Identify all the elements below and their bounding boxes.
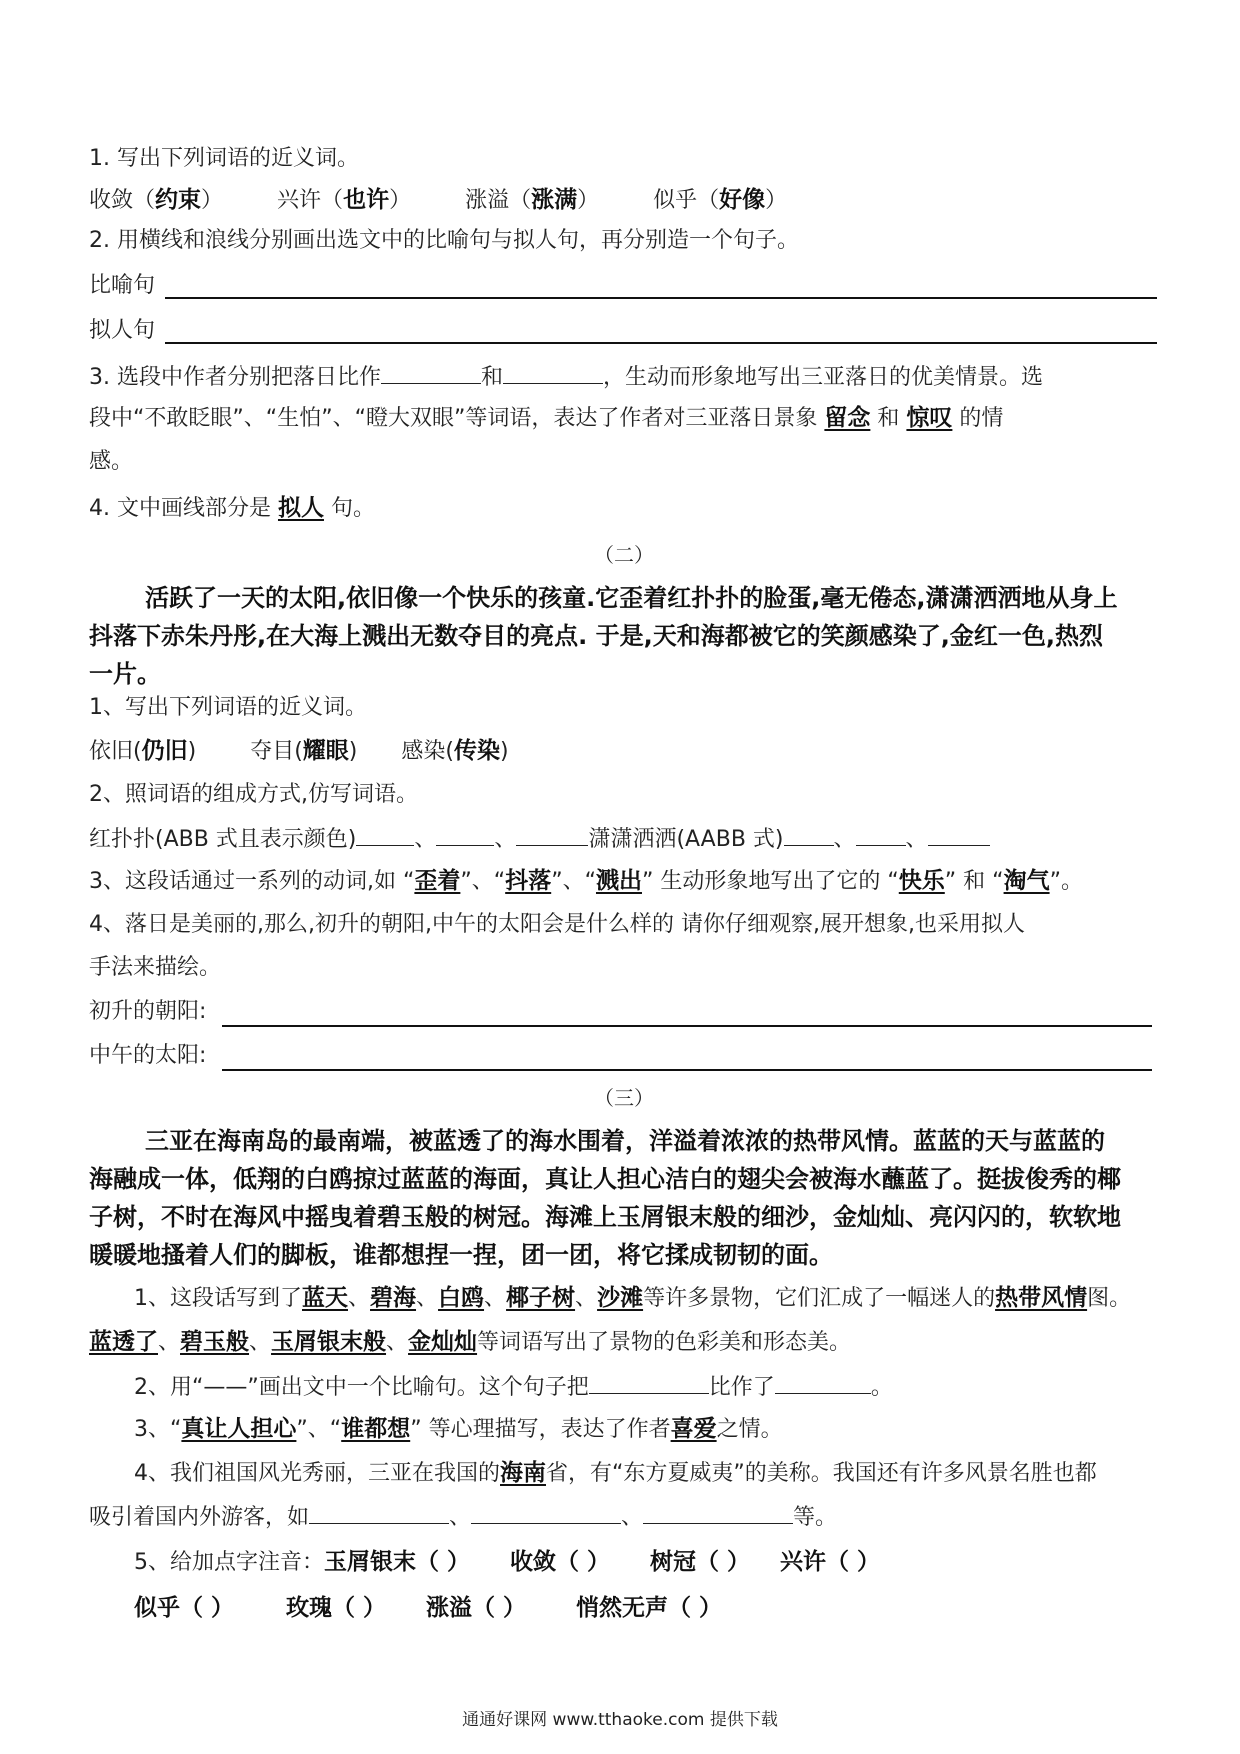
blank[interactable] bbox=[436, 823, 494, 846]
text: 。 bbox=[870, 1375, 893, 1400]
answer: 也许 bbox=[343, 187, 390, 213]
s3-q4-line2: 吸引着国内外游客，如 、 、 等。 bbox=[89, 1501, 1159, 1533]
s1-q4 bbox=[89, 493, 1159, 524]
pinyin-item: 涨溢（ ） bbox=[426, 1595, 527, 1621]
s2-q4-line1: 4、落日是美丽的,那么,初升的朝阳,中午的太阳会是什么样的 请你仔细观察,展开想象,也采用拟人 bbox=[89, 912, 1025, 937]
answer: 海南 bbox=[500, 1460, 546, 1486]
answer: 谁都想 bbox=[341, 1416, 411, 1442]
word: 夺目 bbox=[250, 739, 295, 764]
passage-line: 三亚在海南岛的最南端，被蓝透了的海水围着，洋溢着浓浓的热带风情。蓝蓝的天与蓝蓝的 bbox=[145, 1127, 1105, 1155]
blank[interactable] bbox=[856, 823, 906, 846]
text: ” 等心理描写，表达了作者 bbox=[410, 1417, 671, 1442]
word: 依旧 bbox=[89, 739, 134, 764]
s3-q1-line2: 蓝透了、碧玉般、玉屑银末般、金灿灿等词语写出了景物的色彩美和形态美。 bbox=[89, 1329, 852, 1355]
s1-q1: 1. 写出下列词语的近义词。 bbox=[89, 146, 359, 171]
answer: 白鸥 bbox=[438, 1285, 485, 1311]
answer-line[interactable] bbox=[222, 1069, 1152, 1071]
passage-line: 子树，不时在海风中摇曳着碧玉般的树冠。海滩上玉屑银末般的细沙，金灿灿、亮闪闪的，软软地 bbox=[89, 1203, 1121, 1231]
text: ”。 bbox=[1049, 869, 1083, 894]
text: 段中“不敢眨眼”、“生怕”、“瞪大双眼”等词语，表达了作者对三亚落日景象 bbox=[89, 406, 818, 431]
page-footer: 通通好课网 www.tthaoke.com 提供下载 bbox=[462, 1710, 778, 1730]
answer: 热带风情 bbox=[995, 1285, 1088, 1311]
text: 4. 文中画线部分是 bbox=[89, 496, 271, 521]
blank[interactable] bbox=[784, 823, 834, 846]
text: 红扑扑(ABB 式且表示颜色) bbox=[89, 827, 357, 852]
s2-passage bbox=[89, 579, 1159, 693]
answer: 惊叹 bbox=[906, 405, 953, 431]
blank[interactable] bbox=[643, 1501, 793, 1524]
s1-q2: 2. 用横线和浪线分别画出选文中的比喻句与拟人句，再分别造一个句子。 bbox=[89, 228, 799, 253]
answer-line[interactable] bbox=[222, 1025, 1152, 1027]
passage-line: 暖暖地搔着人们的脚板，谁都想捏一捏，团一团，将它揉成韧韧的面。 bbox=[89, 1241, 833, 1269]
text: 等。 bbox=[793, 1505, 838, 1530]
text: ”、“ bbox=[551, 869, 596, 894]
pinyin-item: 玫瑰（ ） bbox=[286, 1595, 387, 1621]
text: 、 bbox=[494, 827, 517, 852]
answer: 金灿灿 bbox=[408, 1329, 478, 1355]
text: ”、“ bbox=[460, 869, 506, 894]
s1-q1-items: 收敛（约束） 兴许（也许） 涨溢（涨满） 似乎（好像） bbox=[89, 187, 788, 213]
answer: 沙滩 bbox=[597, 1285, 644, 1311]
pinyin-item: 悄然无声（ ） bbox=[576, 1595, 723, 1621]
section-3-heading: （三） bbox=[594, 1086, 654, 1110]
answer: 抖落 bbox=[505, 868, 552, 894]
answer-line[interactable] bbox=[165, 342, 1157, 344]
blank[interactable] bbox=[381, 361, 481, 384]
blank[interactable] bbox=[775, 1371, 871, 1394]
s1-q2-metaphor-label: 比喻句 bbox=[89, 273, 156, 298]
s3-q5-row2 bbox=[134, 1593, 1134, 1624]
s3-q1-line1: 1、这段话写到了蓝天、碧海、白鸥、椰子树、沙滩等许多景物，它们汇成了一幅迷人的热带风情图。 bbox=[134, 1285, 1132, 1311]
answer: 歪着 bbox=[414, 868, 461, 894]
word: 似乎 bbox=[653, 188, 698, 213]
s1-q3-line2 bbox=[89, 403, 1159, 434]
s2-q2-blanks bbox=[89, 823, 1159, 855]
text: 潇潇洒洒(AABB 式) bbox=[588, 827, 784, 852]
answer: 喜爱 bbox=[670, 1416, 717, 1442]
text: ，生动而形象地写出三亚落日的优美情景。选 bbox=[603, 365, 1044, 390]
s2-q4-line2: 手法来描绘。 bbox=[89, 955, 222, 980]
text: 4、我们祖国风光秀丽，三亚在我国的 bbox=[134, 1461, 500, 1486]
blank[interactable] bbox=[471, 1501, 621, 1524]
s1-q2-personification-label: 拟人句 bbox=[89, 318, 156, 343]
answer: 碧海 bbox=[370, 1285, 417, 1311]
s3-q4-line1 bbox=[89, 1458, 1159, 1489]
s2-q4-morning-label: 初升的朝阳: bbox=[89, 999, 207, 1024]
s2-q3 bbox=[89, 866, 1159, 897]
answer: 溅出 bbox=[595, 868, 642, 894]
answer: 蓝天 bbox=[302, 1285, 348, 1311]
answer: 涨满 bbox=[531, 187, 578, 213]
text: ”、“ bbox=[296, 1417, 342, 1442]
word: 收敛 bbox=[89, 188, 134, 213]
text: 、 bbox=[833, 827, 856, 852]
s1-q3-line3: 感。 bbox=[89, 449, 134, 474]
blank[interactable] bbox=[503, 361, 603, 384]
answer: 快乐 bbox=[898, 868, 945, 894]
text: 等许多景物，它们汇成了一幅迷人的 bbox=[643, 1286, 996, 1311]
s2-q2: 2、照词语的组成方式,仿写词语。 bbox=[89, 782, 418, 807]
text: ” 和 “ bbox=[944, 869, 1004, 894]
text: 之情。 bbox=[716, 1417, 783, 1442]
answer: 好像 bbox=[719, 187, 766, 213]
answer: 拟人 bbox=[277, 495, 324, 521]
s2-q1: 1、写出下列词语的近义词。 bbox=[89, 695, 367, 720]
blank[interactable] bbox=[356, 823, 414, 846]
blank[interactable] bbox=[516, 823, 588, 846]
answer: 留念 bbox=[824, 405, 871, 431]
s2-q4-noon-label: 中午的太阳: bbox=[89, 1043, 207, 1068]
word: 涨溢 bbox=[465, 188, 510, 213]
text: 的情 bbox=[959, 406, 1004, 431]
s3-q2 bbox=[89, 1371, 1159, 1403]
answer: 蓝透了 bbox=[89, 1329, 158, 1355]
answer: 耀眼 bbox=[302, 738, 349, 764]
s3-q5-row1 bbox=[134, 1547, 1134, 1578]
text: 、 bbox=[905, 827, 928, 852]
s3-passage bbox=[89, 1122, 1159, 1274]
passage-line: 抖落下赤朱丹彤,在大海上溅出无数夺目的亮点. 于是,天和海都被它的笑颜感染了,金红一色,热烈 bbox=[89, 622, 1103, 650]
answer: 玉屑银末般 bbox=[271, 1329, 387, 1355]
blank[interactable] bbox=[589, 1371, 709, 1394]
answer: 碧玉般 bbox=[180, 1329, 250, 1355]
pinyin-item: 兴许（ ） bbox=[780, 1549, 881, 1575]
passage-line: 海融成一体，低翔的白鸥掠过蓝蓝的海面，真让人担心洁白的翅尖会被海水蘸蓝了。挺拔俊秀的椰 bbox=[89, 1165, 1121, 1193]
text: 1、这段话写到了 bbox=[134, 1286, 302, 1311]
answer: 椰子树 bbox=[506, 1285, 576, 1311]
text: 、 bbox=[414, 827, 437, 852]
text: 2、用“——”画出文中一个比喻句。这个句子把 bbox=[134, 1375, 589, 1400]
passage-line: 一片。 bbox=[89, 660, 161, 688]
s1-q3-line1 bbox=[89, 361, 1159, 393]
word: 感染 bbox=[401, 739, 446, 764]
pinyin-item: 玉屑银末（ ） bbox=[324, 1549, 471, 1575]
text: 3、“ bbox=[134, 1417, 182, 1442]
text: ” 生动形象地写出了它的 “ bbox=[641, 869, 899, 894]
text: 和 bbox=[480, 365, 503, 390]
pinyin-item: 似乎（ ） bbox=[134, 1595, 235, 1621]
pinyin-item: 树冠（ ） bbox=[650, 1549, 751, 1575]
blank[interactable] bbox=[309, 1501, 449, 1524]
s2-q1-items: 依旧(仍旧) 夺目(耀眼) 感染(传染) bbox=[89, 738, 509, 764]
text: 3. 选段中作者分别把落日比作 bbox=[89, 365, 381, 390]
answer: 约束 bbox=[155, 187, 202, 213]
s3-q3 bbox=[89, 1414, 1159, 1445]
answer: 传染 bbox=[453, 738, 500, 764]
answer: 仍旧 bbox=[141, 738, 188, 764]
text: 等词语写出了景物的色彩美和形态美。 bbox=[477, 1330, 852, 1355]
section-2-heading: （二） bbox=[594, 543, 654, 567]
text: 句。 bbox=[330, 496, 375, 521]
text: 3、这段话通过一系列的动词,如 “ bbox=[89, 869, 415, 894]
text: 图。 bbox=[1087, 1286, 1132, 1311]
text: 比作了 bbox=[708, 1375, 775, 1400]
text: 和 bbox=[877, 406, 900, 431]
passage-line: 活跃了一天的太阳,依旧像一个快乐的孩童.它歪着红扑扑的脸蛋,毫无倦态,潇潇洒洒地从身上 bbox=[145, 584, 1118, 612]
text: 5、给加点字注音： bbox=[134, 1550, 324, 1575]
answer: 真让人担心 bbox=[181, 1416, 297, 1442]
blank[interactable] bbox=[928, 823, 990, 846]
word: 兴许 bbox=[277, 188, 322, 213]
pinyin-item: 收敛（ ） bbox=[510, 1549, 611, 1575]
answer-line[interactable] bbox=[165, 297, 1157, 299]
text: 吸引着国内外游客，如 bbox=[89, 1505, 310, 1530]
text: 省，有“东方夏威夷”的美称。我国还有许多风景名胜也都 bbox=[546, 1461, 1097, 1486]
answer: 淘气 bbox=[1003, 868, 1050, 894]
